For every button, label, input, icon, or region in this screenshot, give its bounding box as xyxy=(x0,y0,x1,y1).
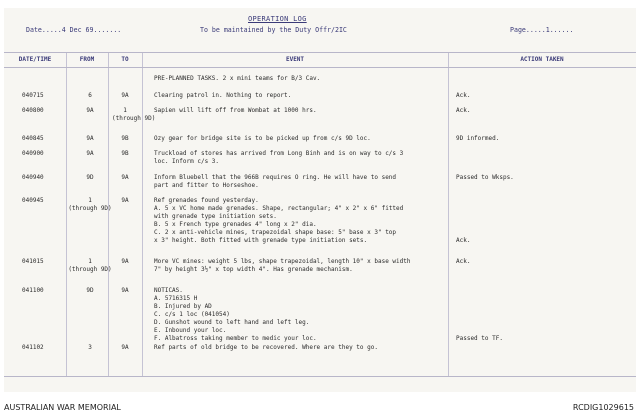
column-header-datetime: DATE/TIME xyxy=(4,53,66,68)
row-event-line: NOTICAS. xyxy=(154,287,183,294)
row-event-line: Clearing patrol in. Nothing to report. xyxy=(154,92,292,99)
row-from xyxy=(68,92,112,100)
page-subtitle: To be maintained by the Duty Offr/2IC xyxy=(200,26,347,34)
row-to xyxy=(112,197,138,205)
row-event-line: C. 2 x anti-vehicle mines, trapezoidal shape base: 5" base x 3" top xyxy=(154,229,397,236)
row-event-line: More VC mines: weight 5 lbs, shape trapezoidal, length 10" x base width xyxy=(154,258,411,265)
row-from xyxy=(68,135,112,143)
row-to-callsign: 9A xyxy=(121,287,129,294)
row-to xyxy=(112,174,138,182)
page-title: OPERATION LOG xyxy=(248,15,307,23)
row-event-line: Ref grenades found yesterday. xyxy=(154,197,259,204)
log-sheet xyxy=(4,8,636,392)
row-from xyxy=(68,287,112,295)
row-event-line: Ref parts of old bridge to be recovered. Where are they to go. xyxy=(154,344,378,351)
row-to xyxy=(112,344,138,352)
row-from-relay: (through 9D) xyxy=(68,205,112,212)
column-header-event: EVENT xyxy=(142,53,448,68)
row-from-callsign: 9A xyxy=(86,107,94,114)
row-action: Ack. xyxy=(456,92,471,99)
row-event-line: PRE-PLANNED TASKS. 2 x mini teams for B/3 Cav. xyxy=(154,75,321,82)
date-label: Date.....4 Dec 69....... xyxy=(26,26,122,34)
row-event-line: loc. Inform c/s 3. xyxy=(154,158,220,165)
row-datetime: 040940 xyxy=(22,174,44,181)
row-to-callsign: 1 xyxy=(123,107,127,114)
row-event-line: Sapien will lift off from Wombat at 1000 hrs. xyxy=(154,107,317,114)
row-event-line: x 3" height. Both fitted with grenade type initiation sets. xyxy=(154,237,368,244)
row-event-line: with grenade type initiation sets. xyxy=(154,213,277,220)
row-event-line: part and fitter to Horseshoe. xyxy=(154,182,259,189)
row-to-callsign: 9A xyxy=(121,174,129,181)
row-to-callsign: 9A xyxy=(121,344,129,351)
row-from-callsign: 9D xyxy=(86,174,94,181)
row-event xyxy=(154,287,444,343)
row-to-callsign: 9A xyxy=(121,197,129,204)
row-event xyxy=(154,135,444,143)
column-header-from: FROM xyxy=(66,53,108,68)
row-event xyxy=(154,75,444,83)
row-to xyxy=(112,135,138,143)
row-from xyxy=(68,174,112,182)
row-event-line: D. Gunshot wound to left hand and left leg. xyxy=(154,319,310,326)
row-datetime: 041102 xyxy=(22,344,44,351)
row-event-line: F. Albatross taking member to medic your loc. xyxy=(154,335,317,342)
row-event xyxy=(154,197,444,245)
operation-log-table xyxy=(4,52,636,377)
row-from xyxy=(68,344,112,352)
row-to xyxy=(112,287,138,295)
row-datetime: 040715 xyxy=(22,92,44,99)
row-action: Passed to Wksps. xyxy=(456,174,514,181)
row-action: Passed to TF. xyxy=(456,335,503,342)
page-number-label: Page.....1...... xyxy=(510,26,574,34)
row-from-callsign: 3 xyxy=(88,344,92,351)
row-from xyxy=(68,107,112,115)
row-action: Ack. xyxy=(456,237,471,244)
row-event xyxy=(154,174,444,190)
footer-archive-name: AUSTRALIAN WAR MEMORIAL xyxy=(4,403,121,412)
row-event xyxy=(154,107,444,115)
row-event-line: Truckload of stores has arrived from Long Binh and is on way to c/s 3 xyxy=(154,150,404,157)
column-header-to: TO xyxy=(108,53,142,68)
row-from-callsign: 1 xyxy=(88,197,92,204)
row-event xyxy=(154,92,444,100)
row-action: Ack. xyxy=(456,258,471,265)
row-to-callsign: 9A xyxy=(121,258,129,265)
row-datetime: 040900 xyxy=(22,150,44,157)
row-to-callsign: 9A xyxy=(121,92,129,99)
row-event-line: C. c/s 1 loc (041054) xyxy=(154,311,230,318)
row-event-line: B. 5 x French type grenades 4" long x 2" dia. xyxy=(154,221,317,228)
row-from-callsign: 9A xyxy=(86,135,94,142)
row-to xyxy=(112,92,138,100)
row-datetime: 040845 xyxy=(22,135,44,142)
row-from xyxy=(68,258,112,274)
row-from-callsign: 6 xyxy=(88,92,92,99)
row-datetime: 040800 xyxy=(22,107,44,114)
row-to xyxy=(112,150,138,158)
row-to-callsign: 9B xyxy=(121,135,129,142)
row-to xyxy=(112,107,156,123)
row-from xyxy=(68,150,112,158)
row-from xyxy=(68,197,112,213)
row-event-line: B. Injured by AD xyxy=(154,303,212,310)
row-from-callsign: 9A xyxy=(86,150,94,157)
row-event-line: 7" by height 3½" x top width 4". Has grenade mechanism. xyxy=(154,266,353,273)
row-event xyxy=(154,258,444,274)
row-from-callsign: 9D xyxy=(86,287,94,294)
row-event xyxy=(154,344,444,352)
footer-document-id: RCDIG1029615 xyxy=(572,403,634,412)
row-to-relay: (through 9D) xyxy=(112,115,156,122)
row-action: 9D informed. xyxy=(456,135,500,142)
row-event xyxy=(154,150,444,166)
row-to-callsign: 9B xyxy=(121,150,129,157)
row-datetime: 041100 xyxy=(22,287,44,294)
row-from-callsign: 1 xyxy=(88,258,92,265)
row-datetime: 040945 xyxy=(22,197,44,204)
row-event-line: Ozy gear for bridge site is to be picked up from c/s 9D loc. xyxy=(154,135,371,142)
row-datetime: 041015 xyxy=(22,258,44,265)
row-event-line: A. 5716315 H xyxy=(154,295,198,302)
row-to xyxy=(112,258,138,266)
row-from-relay: (through 9D) xyxy=(68,266,112,273)
column-header-action: ACTION TAKEN xyxy=(448,53,636,68)
row-event-line: E. Inbound your loc. xyxy=(154,327,227,334)
row-action: Ack. xyxy=(456,107,471,114)
row-event-line: A. 5 x VC home made grenades. Shape, rectangular; 4" x 2" x 6" fitted xyxy=(154,205,404,212)
row-event-line: Inform Bluebell that the 966B requires O ring. He will have to send xyxy=(154,174,397,181)
